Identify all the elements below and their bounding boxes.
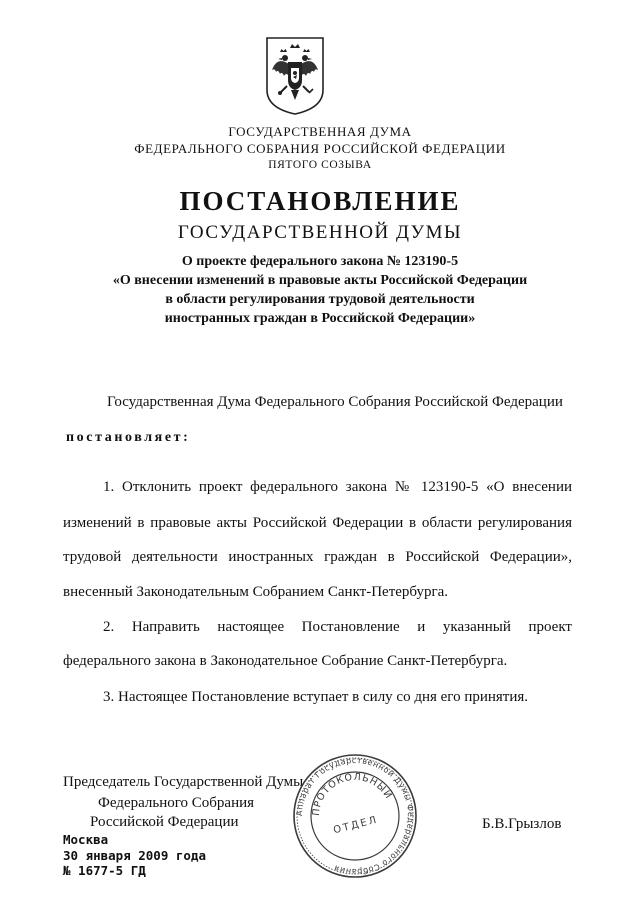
header-line-2: ФЕДЕРАЛЬНОГО СОБРАНИЯ РОССИЙСКОЙ ФЕДЕРАЦИИ [134, 141, 506, 156]
footer-document-number: № 1677-5 ГД [63, 863, 146, 878]
footer-date: 30 января 2009 года [63, 848, 206, 863]
paragraph-1-line-1: 1. Отклонить проект федерального закона № 123190-5 «О внесении [103, 479, 572, 495]
stamp-center-text: ОТДЕЛ [332, 814, 380, 837]
header-line-1: ГОСУДАРСТВЕННАЯ ДУМА [228, 124, 412, 139]
about-line-1: О проекте федерального закона № 123190-5 [181, 254, 459, 269]
about-line-3: в области регулирования трудовой деятельности [165, 292, 475, 307]
decides-word: постановляет: [66, 430, 191, 445]
stamp-middle-text: ПРОТОКОЛЬНЫЙ [310, 771, 395, 817]
signatory-position-line-1: Председатель Государственной Думы [63, 774, 304, 790]
paragraph-1-line-4: внесенный Законодательным Собранием Санкт-Петербурга. [63, 584, 449, 600]
paragraph-1-line-3: трудовой деятельности иностранных граждан в Российской Федерации», [63, 549, 572, 565]
about-line-4: иностранных граждан в Российской Федерации» [164, 311, 476, 326]
paragraph-2-line-2: федерального закона в Законодательное Собрание Санкт-Петербурга. [63, 653, 508, 669]
preamble: Государственная Дума Федерального Собрания Российской Федерации [107, 394, 563, 410]
paragraph-2-line-1: 2. Направить настоящее Постановление и указанный проект [103, 619, 572, 635]
footer-city: Москва [63, 832, 109, 847]
stamp-outer-text: Аппарат Государственной Думы Федерального Собрания [294, 755, 416, 877]
document-title: ПОСТАНОВЛЕНИЕ [179, 186, 461, 216]
paragraph-1-line-2: изменений в правовые акты Российской Федерации в области регулирования [63, 515, 572, 531]
about-line-2: «О внесении изменений в правовые акты Российской Федерации [112, 273, 528, 288]
document-about-block [0, 252, 640, 328]
double-headed-eagle-emblem-icon [263, 34, 327, 116]
signatory-position-line-3: Российской Федерации [90, 814, 239, 830]
signatory-name: Б.В.Грызлов [482, 816, 562, 832]
paragraph-3: 3. Настоящее Постановление вступает в силу со дня его принятия. [103, 689, 529, 705]
document-subtitle: ГОСУДАРСТВЕННОЙ ДУМЫ [177, 222, 463, 243]
header-line-3: ПЯТОГО СОЗЫВА [268, 159, 372, 171]
signatory-position-line-2: Федерального Собрания [98, 795, 255, 811]
protocol-department-stamp-icon [291, 752, 419, 880]
